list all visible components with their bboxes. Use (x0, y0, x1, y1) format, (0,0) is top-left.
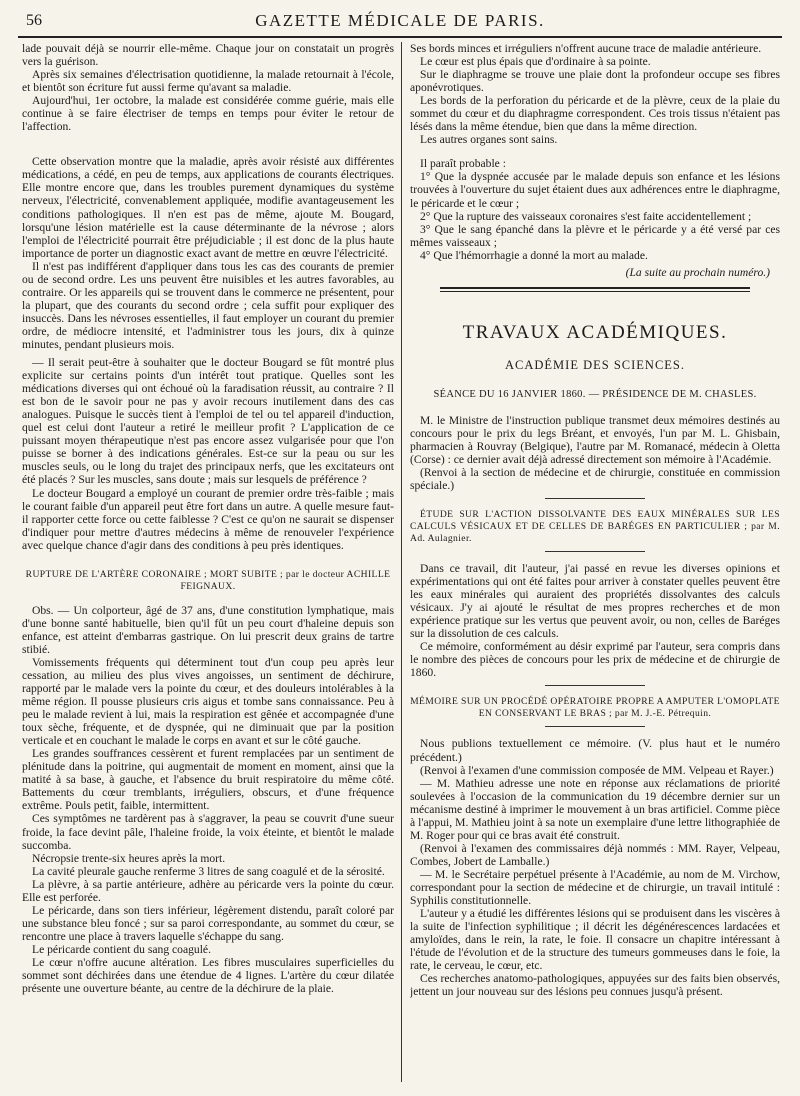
paragraph: Les bords de la perforation du péricarde et de la plèvre, ceux de la plaie du sommet du cœur et du diaphragme correspondent. Ces trois tissus n'étaient pas lésés dans la même étendue, bien que dans la même direction. (410, 94, 780, 134)
paragraph: lade pouvait déjà se nourrir elle-même. Chaque jour on constatait un progrès vers la guérison. (22, 42, 394, 69)
paragraph-observation: Obs. — Un colporteur, âgé de 37 ans, d'une constitution lymphatique, mais d'une bonne santé habituelle, bien qu'il fût un peu court d'haleine depuis son enfance, est atteint d'embarras gastrique. On lui prescrit deux grains de tartre stibié. (22, 603, 394, 656)
page-header (18, 6, 782, 38)
divider (545, 685, 645, 686)
paragraph-necropsy: Nécropsie trente-six heures après la mort. (32, 851, 226, 865)
section-title: TRAVAUX ACADÉMIQUES. (462, 321, 728, 343)
paragraph: — M. Mathieu adresse une note en réponse aux réclamations de priorité soulevées à l'occasion de la communication du 19 décembre dernier sur un mécanisme destiné à imprimer le mouvement à un bras artificiel. Comme pièce à l'appui, M. Mathieu joint à sa note un exemplaire d'une lettre lithographiée de M. Roger pour qui ce bras avait été construit. (410, 776, 780, 842)
paragraph: Nous publions textuellement ce mémoire. (V. plus haut et le numéro précédent.) (410, 737, 780, 764)
paragraph: Le péricarde contient du sang coagulé. (32, 942, 211, 956)
paragraph: Le cœur n'offre aucune altération. Les fibres musculaires superficielles du sommet sont déchirées dans une étendue de 4 lignes. L'artère du cœur dilatée présente une ouverture béante, au centre de la déchirure de la plaie. (22, 956, 394, 996)
article-title-coronary: RUPTURE DE L'ARTÈRE CORONAIRE ; MORT SUBITE ; par le docteur ACHILLE FEIGNAUX. (25, 568, 391, 592)
academy-heading: ACADÉMIE DES SCIENCES. (505, 357, 685, 372)
running-title: GAZETTE MÉDICALE DE PARIS. (255, 11, 545, 30)
section-rule (440, 287, 750, 292)
paragraph: (Renvoi à l'examen des commissaires déjà nommés : MM. Rayer, Velpeau, Combes, Jobert de Lamballe.) (410, 841, 780, 868)
right-column (410, 42, 780, 1082)
paragraph: La plèvre, à sa partie antérieure, adhère au péricarde vers la pointe du cœur. Elle est perforée. (22, 877, 394, 904)
paragraph: Le docteur Bougard a employé un courant de premier ordre très-faible ; mais le courant faible d'un appareil peut être fort dans un autre. A quelle mesure faut-il rapporter cette force ou cette faiblesse ? C'est ce qu'on ne saurait se dispenser d'indiquer pour mettre d'autres médecins à même de renouveler l'expérience avec quelque chance d'agir dans des conditions à peu près identiques. (22, 486, 394, 552)
conclusion-item: 2° Que la rupture des vaisseaux coronaires s'est faite accidentellement ; (420, 209, 752, 223)
paragraph: Ces symptômes ne tardèrent pas à s'aggraver, la peau se couvrit d'une sueur froide, la face devint pâle, l'haleine froide, la voix éteinte, et bientôt le malade succomba. (22, 812, 394, 852)
spacer (410, 146, 780, 157)
paragraph: La cavité pleurale gauche renferme 3 litres de sang coagulé et de la sérosité. (32, 864, 385, 878)
paragraph: Cette observation montre que la maladie, après avoir résisté aux différentes médications, a cédé, en peu de temps, aux applications de courants électriques. Elle montre encore que, dans les troubles purement dynamiques du système nerveux, l'électricité, convenablement appliquée, modifie avantageusement les conditions pathologiques. Il n'en est pas de même, ajoute M. Bougard, lorsqu'une lésion matérielle est la cause déterminante de la névrose ; alors l'emploi de l'électricité pourrait être préjudiciable ; il est donc de la plus haute importance de porter un diagnostic exact avant de mettre en œuvre l'électricité. (22, 155, 394, 260)
paragraph: Il paraît probable : (420, 157, 506, 171)
paragraph: Le cœur est plus épais que d'ordinaire à sa pointe. (420, 55, 651, 69)
divider (545, 498, 645, 499)
paragraph: Vomissements fréquents qui déterminent tout d'un coup peu après leur cessation, au milieu des plus vives angoisses, un sentiment de déchirure, rapporté par le malade vers la pointe du cœur, et des douleurs intolérables à la même région. Il pousse plusieurs cris aigus et tombe sans connaissance. Peu à peu le malade revient à lui, mais la respiration est gênée et accompagnée d'une toux sèche, fréquente, et de dyspnée, qui ne diminuait que par la position verticale et en couchant le malade le corps en avant et sur le côté gauche. (22, 655, 394, 748)
paragraph: Il n'est pas indifférent d'appliquer dans tous les cas des courants de premier ou de second ordre. Les uns peuvent être nuisibles et les autres favorables, au contraire. Or les appareils qui se trouvent dans le commerce ne présentent, pour la plupart, que des courants du second ordre ; cela suffit pour expliquer des insuccès. Dans les névroses essentielles, il faut employer un courant du premier ordre, de médiocre intensité, et l'administrer tous les jours, dix à quinze minutes, pendant plusieurs mois. (22, 259, 394, 351)
page-number: 56 (26, 12, 42, 29)
paragraph: (Renvoi à l'examen d'une commission composée de MM. Velpeau et Rayer.) (420, 763, 774, 777)
paragraph: Ces recherches anatomo-pathologiques, appuyées sur des faits bien observés, jettent un jour nouveau sur des lésions peu connues jusqu'à présent. (410, 972, 780, 999)
article-title-omoplate: MÉMOIRE SUR UN PROCÉDÉ OPÉRATOIRE PROPRE A AMPUTER L'OMOPLATE EN CONSERVANT LE BRAS ; par M. J.-E. Pétrequin. (410, 696, 780, 720)
divider (545, 726, 645, 727)
conclusion-item: 4° Que l'hémorrhagie a donné la mort au malade. (420, 248, 648, 262)
column-divider (401, 42, 402, 1082)
paragraph: — Il serait peut-être à souhaiter que le docteur Bougard se fût montré plus explicite sur certains points d'un intérêt tout pratique. Quelles sont les médications diverses qui ont échoué où la faradisation réussit, au contraire ? Il est bon de le savoir pour ne pas y avoir recours inutilement dans des cas analogues. Puisque le succès tient à l'emploi de tel ou tel appareil d'induction, quel est celui dont l'auteur a retiré le meilleur profit ? L'application de ce puissant moyen thérapeutique n'est pas encore assez vulgarisée pour que l'on puisse se borner à des indications générales. Est-ce sur la peau ou sur les muscles seuls, ou le long du trajet des principaux nerfs, que les excitateurs ont été placés ? Sur les muscles, sans doute ; mais sur lesquels de préférence ? (22, 356, 394, 487)
paragraph: Après six semaines d'électrisation quotidienne, la malade retournait à l'école, et bientôt son écriture fut aussi ferme qu'avant sa maladie. (22, 68, 394, 95)
paragraph: Les grandes souffrances cessèrent et furent remplacées par un sentiment de plénitude dans la poitrine, qui augmentait de moment en moment, ainsi que la matité à sa base, à gauche, et l'absence du bruit respiratoire du même côté. Battements du cœur tremblants, irréguliers, obscurs, et d'une fréquence extrême. Pouls petit, faible, intermittent. (22, 747, 394, 813)
paragraph: Ses bords minces et irréguliers n'offrent aucune trace de maladie antérieure. (410, 42, 762, 55)
paragraph: (Renvoi à la section de médecine et de chirurgie, constituée en commission spéciale.) (410, 465, 780, 492)
spacer (22, 144, 394, 155)
paragraph: Les autres organes sont sains. (420, 133, 558, 147)
spacer (22, 133, 394, 144)
paragraph: Aujourd'hui, 1er octobre, la malade est considérée comme guérie, mais elle continue à se faire électriser de temps en temps pour éviter le retour de l'affection. (22, 94, 394, 134)
session-heading: SÉANCE DU 16 JANVIER 1860. — PRÉSIDENCE DE M. CHASLES. (433, 388, 757, 400)
to-be-continued: (La suite au prochain numéro.) (625, 265, 770, 279)
conclusion-item: 3° Que le sang épanché dans la plèvre et le péricarde y a été versé par ces mêmes vaisseaux ; (410, 222, 780, 249)
paragraph: Dans ce travail, dit l'auteur, j'ai passé en revue les diverses opinions et expérimentations qui ont été faites pour arriver à constater quelles peuvent être les eaux minérales qui auraient des propriétés dissolvantes des calculs vésicaux. J'y ai ajouté le résultat de mes propres recherches et de mon expérience pratique sur les vertus que peuvent avoir, ou non, celles de Baréges sur la dissolution de ces calculs. (410, 562, 780, 641)
paragraph: — M. le Secrétaire perpétuel présente à l'Académie, au nom de M. Virchow, correspondant pour la section de médecine et de chirurgie, un travail intitulé : Syphilis constitutionnelle. (410, 867, 780, 908)
paragraph: L'auteur y a étudié les différentes lésions qui se produisent dans les viscères à la suite de l'infection syphilitique ; il décrit les dégénérescences lardacées et amyloïdes, dans le rein, la rate, le foie. Il consacre un chapitre intéressant à l'étude de l'évolution et de la structure des tumeurs gommeuses dans le foie, la rate, le cerveau, le cœur, etc. (410, 907, 780, 973)
paragraph: Sur le diaphragme se trouve une plaie dont la profondeur occupe ses fibres aponévrotiques. (410, 68, 780, 95)
paragraph: M. le Ministre de l'instruction publique transmet deux mémoires destinés au concours pour le prix du legs Bréant, et envoyés, l'un par M. L. Ghisbain, pharmacien à Rouvray (Belgique), l'autre par M. Romanacé, médecin à Oletta (Corse) : ce dernier avait déjà adressé directement son mémoire à l'Académie. (410, 413, 780, 466)
paragraph: Ce mémoire, conformément au désir exprimé par l'auteur, sera compris dans le nombre des pièces de concours pour les prix de médecine et de chirurgie de 1860. (410, 640, 780, 680)
divider (545, 551, 645, 552)
paragraph: Le péricarde, dans son tiers inférieur, légèrement distendu, paraît coloré par une substance bleu foncé ; sur sa paroi correspondante, au sommet du cœur, se rencontre une place à travers laquelle s'échappe du sang. (22, 903, 394, 943)
left-column (22, 42, 394, 1082)
spacer (22, 552, 394, 563)
article-title-mineral-waters: ÉTUDE SUR L'ACTION DISSOLVANTE DES EAUX MINÉRALES SUR LES CALCULS VÉSICAUX ET DE CELLES DE BARÉGES EN PARTICULIER ; par M. Ad. Aulagnier. (410, 509, 780, 545)
conclusion-item: 1° Que la dyspnée accusée par le malade depuis son enfance et les lésions trouvées à l'ouverture du sujet étaient dues aux adhérences entre le diaphragme, le péricarde et le cœur ; (410, 170, 780, 210)
